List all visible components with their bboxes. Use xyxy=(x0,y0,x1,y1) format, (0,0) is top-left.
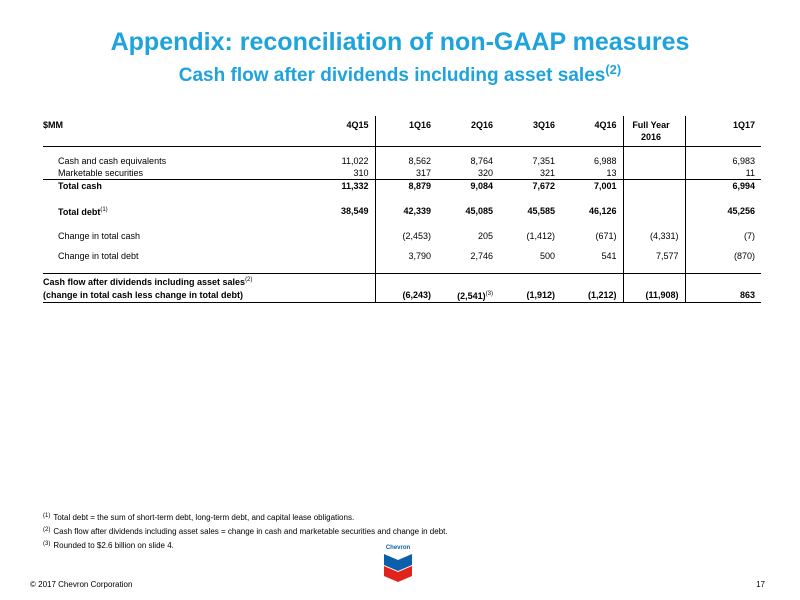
cell: 3,790 xyxy=(408,250,431,261)
subtitle-footnote-mark: (2) xyxy=(605,62,622,77)
footnote-text: Rounded to $2.6 billion on slide 4. xyxy=(53,541,174,550)
cell: 317 xyxy=(375,167,437,180)
cell: 45,085 xyxy=(465,205,493,216)
cell: 7,672 xyxy=(532,180,555,191)
footnote-mark: (3) xyxy=(485,291,493,297)
table-row-total-cash xyxy=(43,179,761,192)
cell: 9,084 xyxy=(470,180,493,191)
cell: 7,577 xyxy=(623,250,685,262)
page-title: Appendix: reconciliation of non-GAAP measures xyxy=(110,28,690,56)
cell xyxy=(313,288,375,303)
row-label: Change in total debt xyxy=(58,250,139,261)
cell: 310 xyxy=(313,167,375,180)
cell xyxy=(437,288,499,303)
header-1q17: 1Q17 xyxy=(685,116,761,147)
page-subtitle xyxy=(0,58,800,88)
cell: 6,983 xyxy=(732,155,755,166)
cell: (6,243) xyxy=(375,288,437,303)
cell xyxy=(623,204,685,218)
reconciliation-table xyxy=(43,116,761,303)
table-row-change-in-debt xyxy=(43,250,761,262)
header-2q16: 2Q16 xyxy=(437,116,499,147)
cfad-label: Cash flow after dividends including asset sales xyxy=(43,277,246,287)
cell: 46,126 xyxy=(561,204,623,218)
cell: 13 xyxy=(561,167,623,180)
footnote-text: Cash flow after dividends including asset sales = change in cash and marketable securities and change in debt. xyxy=(53,527,448,536)
table-row-total-debt xyxy=(43,204,761,218)
table-header-row xyxy=(43,116,761,147)
row-label: Cash and cash equivalents xyxy=(58,155,167,166)
row-label: (change in total cash less change in total debt) xyxy=(43,288,313,303)
footnote-text: Total debt = the sum of short-term debt, long-term debt, and capital lease obligations. xyxy=(53,513,355,522)
footnote-mark: (1) xyxy=(100,206,108,213)
logo-wordmark: Chevron xyxy=(385,545,411,551)
cell: (1,212) xyxy=(561,288,623,303)
copyright: © 2017 Chevron Corporation xyxy=(30,580,133,589)
table-row-cash-equivalents xyxy=(43,155,761,167)
cell: (671) xyxy=(561,230,623,242)
chevron-mark-icon xyxy=(378,545,418,591)
cell: 6,988 xyxy=(561,155,623,167)
header-unit-label: $MM xyxy=(43,116,313,147)
cell: 38,549 xyxy=(313,204,375,218)
cell: 11 xyxy=(685,167,761,180)
cell xyxy=(623,167,685,180)
subtitle-text: Cash flow after dividends including asset sales xyxy=(178,65,606,86)
cell: 7,351 xyxy=(532,155,555,166)
header-3q16: 3Q16 xyxy=(499,116,561,147)
cell: (4,331) xyxy=(623,230,685,242)
table-row-change-in-cash xyxy=(43,230,761,242)
row-label xyxy=(43,204,313,218)
cell: 2,746 xyxy=(470,250,493,261)
cell xyxy=(313,230,375,242)
header-4q15: 4Q15 xyxy=(313,116,375,147)
footnote-mark: (2) xyxy=(245,277,253,283)
cell: 205 xyxy=(477,230,493,241)
cell: 320 xyxy=(437,167,499,180)
cell: 541 xyxy=(561,250,623,262)
footnote-2 xyxy=(43,524,448,538)
page-number: 17 xyxy=(756,580,765,589)
footnote-1 xyxy=(43,510,448,524)
row-label: Marketable securities xyxy=(43,167,313,180)
row-label: Change in total cash xyxy=(58,230,141,241)
cell: 7,001 xyxy=(561,179,623,192)
footnote-mark: (2) xyxy=(43,527,51,533)
cell: (11,908) xyxy=(623,288,685,303)
cfad-2q16-value: (2,541) xyxy=(457,291,486,301)
cell xyxy=(623,179,685,192)
cell: 8,764 xyxy=(470,155,493,166)
table-row-marketable-securities xyxy=(43,167,761,180)
cell: 42,339 xyxy=(403,205,431,216)
table-row-cfad-title xyxy=(43,274,761,289)
chevron-logo xyxy=(378,545,418,591)
cell: 6,994 xyxy=(732,180,755,191)
cell: (7) xyxy=(744,230,755,241)
cell: 45,256 xyxy=(727,205,755,216)
cell: 500 xyxy=(539,250,555,261)
header-1q16: 1Q16 xyxy=(375,116,437,147)
cell: 45,585 xyxy=(527,205,555,216)
cell: 8,879 xyxy=(408,180,431,191)
cell: 11,022 xyxy=(313,155,375,167)
cell xyxy=(623,155,685,167)
cell: 321 xyxy=(499,167,561,180)
cell xyxy=(313,250,375,262)
cell: 8,562 xyxy=(408,155,431,166)
cell: 11,332 xyxy=(313,179,375,192)
row-label: Total cash xyxy=(58,180,102,191)
cell: (1,912) xyxy=(499,288,561,303)
cell: (2,453) xyxy=(402,230,431,241)
cell: 863 xyxy=(685,288,761,303)
total-debt-label: Total debt xyxy=(58,206,101,217)
row-label xyxy=(43,274,313,289)
cell: (870) xyxy=(733,250,755,261)
table-row-cfad xyxy=(43,288,761,303)
header-4q16: 4Q16 xyxy=(561,116,623,147)
cell: (1,412) xyxy=(526,230,555,241)
header-full-year-2016: Full Year 2016 xyxy=(623,116,685,147)
footnote-mark: (1) xyxy=(43,513,51,519)
footnote-mark: (3) xyxy=(43,541,51,547)
